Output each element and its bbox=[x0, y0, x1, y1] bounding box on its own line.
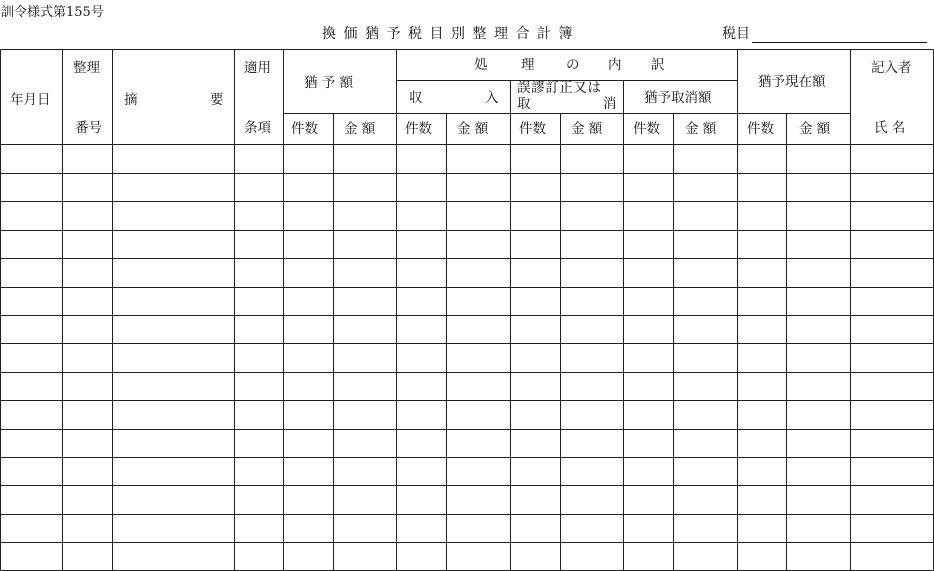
header-current-amount: 猶予現在額 bbox=[758, 74, 826, 90]
header-count-cancellation: 件数 bbox=[633, 121, 660, 137]
header-collection-2: 入 bbox=[485, 90, 499, 106]
header-count-correction: 件数 bbox=[519, 121, 546, 137]
header-breakdown-4: 内 bbox=[608, 57, 622, 73]
header-breakdown-2: 理 bbox=[521, 57, 535, 73]
header-correction-bottom-2: 消 bbox=[603, 96, 617, 112]
header-date: 年月日 bbox=[10, 92, 51, 108]
header-correction-top: 誤謬訂正又は bbox=[517, 80, 602, 96]
header-amount-correction: 金 額 bbox=[571, 121, 603, 137]
header-amount-cancellation: 金 額 bbox=[685, 121, 717, 137]
header-amount-current: 金 額 bbox=[799, 121, 831, 137]
header-summary-2: 要 bbox=[210, 92, 224, 108]
header-count-deferral: 件数 bbox=[291, 121, 318, 137]
header-breakdown-1: 処 bbox=[474, 57, 488, 73]
header-cancellation: 猶予取消額 bbox=[644, 90, 712, 106]
header-breakdown-5: 訳 bbox=[651, 57, 665, 73]
header-breakdown-3: の bbox=[566, 57, 580, 73]
header-summary-1: 摘 bbox=[124, 92, 138, 108]
tax-item-label: 税目 bbox=[722, 26, 750, 42]
header-amount-collection: 金 額 bbox=[457, 121, 489, 137]
header-count-collection: 件数 bbox=[405, 121, 432, 137]
header-article-bottom: 条項 bbox=[244, 120, 271, 136]
form-title: 換価猶予税目別整理合計簿 bbox=[322, 26, 580, 42]
header-recorder-bottom: 氏 名 bbox=[874, 120, 906, 136]
header-ref-bottom: 番号 bbox=[75, 120, 102, 136]
form-number: 訓令様式第155号 bbox=[1, 5, 104, 20]
ledger-table bbox=[0, 49, 934, 571]
header-deferral-amount: 猶 予 額 bbox=[304, 75, 354, 91]
header-ref-top: 整理 bbox=[73, 60, 100, 76]
header-correction-bottom-1: 取 bbox=[517, 96, 531, 112]
header-count-current: 件数 bbox=[747, 121, 774, 137]
header-collection-1: 収 bbox=[409, 90, 423, 106]
header-recorder-top: 記入者 bbox=[871, 60, 912, 76]
tax-item-field[interactable] bbox=[722, 23, 927, 43]
header-amount-deferral: 金 額 bbox=[344, 121, 376, 137]
header-article-top: 適用 bbox=[244, 60, 271, 76]
tax-item-blank-line[interactable] bbox=[752, 28, 927, 43]
